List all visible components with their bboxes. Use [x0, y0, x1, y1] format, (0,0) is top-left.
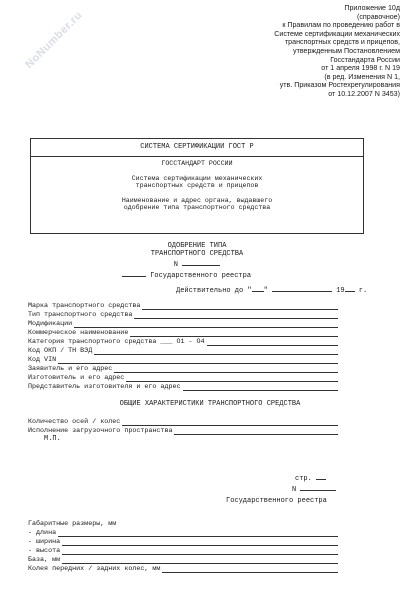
approval-title: ТРАНСПОРТНОГО СРЕДСТВА	[150, 249, 244, 258]
field-modifications: Модификации	[28, 320, 338, 329]
fill-line	[183, 383, 339, 391]
header-line: транспортных средств и прицепов,	[284, 38, 400, 47]
page-blank	[316, 473, 326, 480]
agency-name: ГОССТАНДАРТ РОССИИ	[161, 160, 233, 167]
page-number	[295, 473, 326, 483]
field-height: - высота	[28, 547, 338, 556]
field-wheelbase: База, мм	[28, 556, 338, 565]
header-line: утв. Приказом Ростехрегулирования	[279, 81, 400, 90]
fill-line	[126, 374, 338, 382]
approval-title: ОДОБРЕНИЕ ТИПА	[167, 242, 227, 250]
registry-label: Государственного реестра	[226, 497, 327, 505]
fill-line	[114, 365, 338, 373]
dimensions-heading: Габаритные размеры, мм	[28, 520, 117, 528]
fill-line	[62, 556, 338, 564]
fill-line	[130, 329, 338, 337]
header-line: (в ред. Изменения N 1,	[324, 72, 400, 81]
number-sign: N	[292, 486, 297, 494]
field-cargo-space: Исполнение загрузочного пространства	[28, 427, 338, 436]
fill-line	[62, 538, 338, 546]
general-characteristics-title: ОБЩИЕ ХАРАКТЕРИСТИКИ ТРАНСПОРТНОГО СРЕДСТВА	[119, 400, 301, 408]
validity-year: 19	[336, 287, 345, 295]
issuing-org-line: Наименование и адрес органа, выдавшего	[121, 196, 273, 204]
header-line: от 10.12.2007 N 3453)	[328, 89, 400, 98]
stamp-place: М.П.	[44, 435, 61, 443]
approval-block	[122, 243, 272, 281]
field-okp-code: Код ОКП / ТН ВЭД	[28, 347, 338, 356]
appendix-header	[200, 4, 400, 99]
fill-line	[134, 311, 338, 319]
header-line: Системе сертификации механических	[274, 29, 400, 38]
validity-prefix: Действительно до "	[176, 287, 252, 295]
validity-suffix: г.	[358, 287, 368, 295]
fill-line	[174, 427, 338, 435]
system-name: СИСТЕМА СЕРТИФИКАЦИИ ГОСТ Р	[31, 139, 363, 157]
year-blank	[345, 285, 355, 292]
watermark: NoNumber.ru	[23, 9, 85, 71]
field-vin-code: Код VIN	[28, 356, 338, 365]
header-line: Госстандарта России	[330, 55, 400, 64]
field-length: - длина	[28, 529, 338, 538]
header-line: утвержденным Постановлением	[293, 46, 400, 55]
field-vehicle-make: Марка транспортного средства	[28, 302, 338, 311]
day-blank	[252, 285, 264, 292]
fill-line	[58, 356, 338, 364]
number-sign: N	[173, 260, 178, 269]
fill-line	[142, 302, 338, 310]
registry-prefix-blank	[122, 270, 146, 277]
fill-line	[94, 347, 338, 355]
number-blank	[182, 259, 220, 266]
fill-line	[162, 565, 338, 573]
field-commercial-name: Коммерческое наименование	[28, 329, 338, 338]
field-applicant: Заявитель и его адрес	[28, 365, 338, 374]
page-label: стр.	[295, 475, 312, 483]
fill-line	[58, 529, 338, 537]
fill-line	[62, 547, 338, 555]
header-line: от 1 апреля 1998 г. N 19	[321, 64, 400, 73]
registry-label: Государственного реестра	[150, 271, 252, 280]
field-vehicle-category: Категория транспортного средства ___ O1 - O4	[28, 338, 338, 347]
registry-number	[292, 484, 336, 494]
field-width: - ширина	[28, 538, 338, 547]
month-blank	[272, 285, 332, 292]
issuing-org-line: одобрение типа транспортного средства	[123, 204, 271, 212]
field-axles-wheels: Количество осей / колес	[28, 418, 338, 427]
field-representative: Представитель изготовителя и его адрес	[28, 383, 338, 392]
number-blank	[300, 484, 336, 491]
field-track-width: Колея передних / задних колес, мм	[28, 565, 338, 574]
validity-line	[176, 285, 367, 295]
fill-line	[122, 418, 338, 426]
field-vehicle-type: Тип транспортного средства	[28, 311, 338, 320]
field-manufacturer: Изготовитель и его адрес	[28, 374, 338, 383]
system-desc-line: Система сертификации механических	[131, 174, 263, 182]
fill-line	[207, 338, 338, 346]
header-line: Приложение 10д	[344, 4, 400, 12]
fill-line	[74, 320, 338, 328]
system-desc-line: транспортных средств и прицепов	[135, 182, 259, 190]
header-line: (справочное)	[357, 12, 400, 21]
certification-box	[30, 138, 364, 234]
header-line: к Правилам по проведению работ в	[282, 21, 400, 30]
validity-quote: "	[263, 287, 268, 295]
